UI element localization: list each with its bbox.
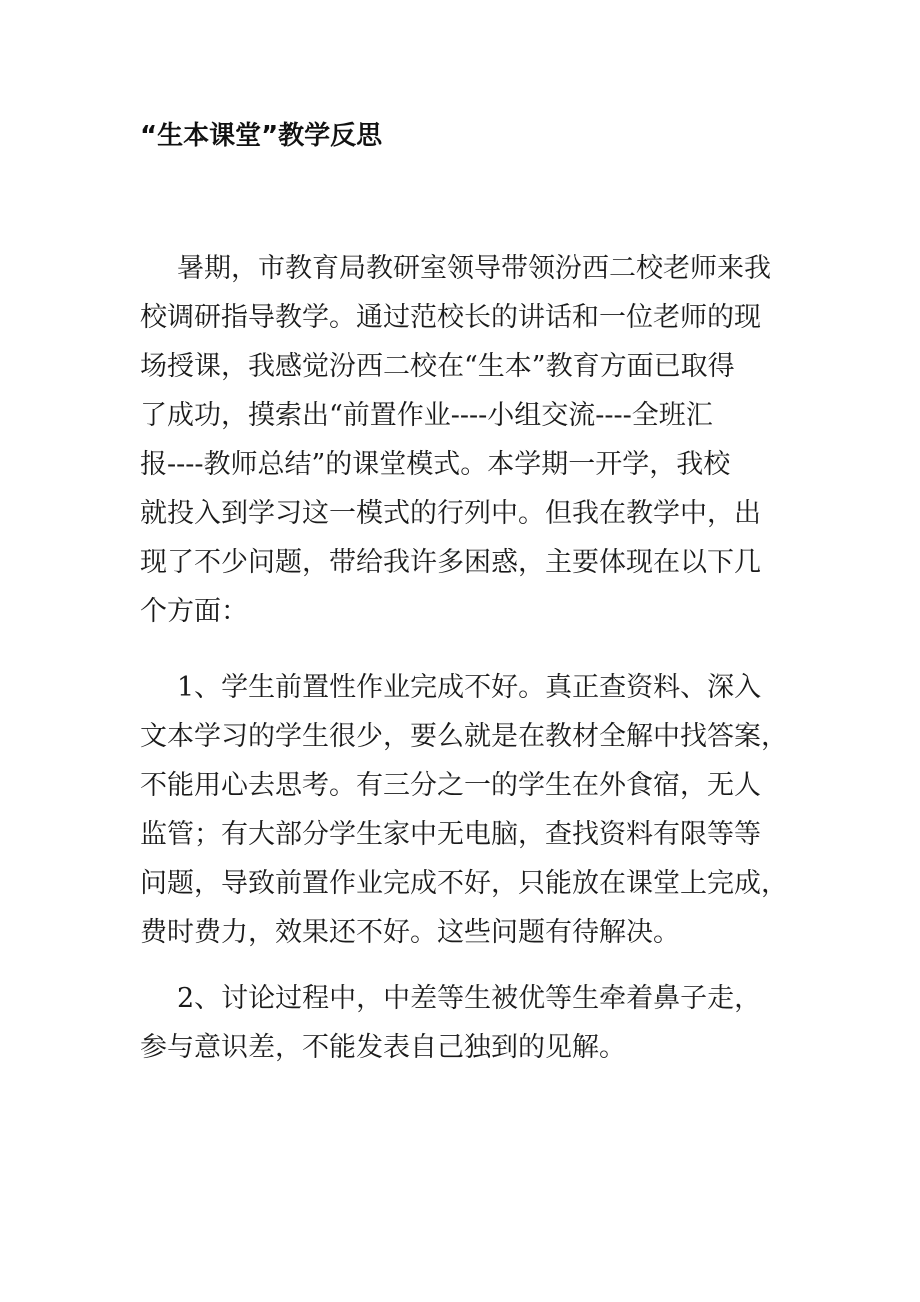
- paragraph-line: 参与意识差，不能发表自己独到的见解。: [140, 1032, 626, 1063]
- paragraph-line: 现了不少问题，带给我许多困惑，主要体现在以下几: [140, 547, 761, 578]
- paragraph-line: 2、讨论过程中，中差等生被优等生牵着鼻子走，: [177, 983, 762, 1014]
- paragraph-line: 监管；有大部分学生家中无电脑，查找资料有限等等: [140, 819, 761, 850]
- paragraph-line: 暑期，市教育局教研室领导带领汾西二校老师来我: [177, 253, 771, 284]
- paragraph-line: 场授课，我感觉汾西二校在“生本”教育方面已取得: [140, 351, 735, 382]
- paragraph-line: 个方面：: [140, 596, 248, 627]
- paragraph-line: 校调研指导教学。通过范校长的讲话和一位老师的现: [140, 302, 761, 333]
- paragraph-point-2: [140, 974, 780, 1072]
- paragraph-line: 文本学习的学生很少，要么就是在教材全解中找答案，: [140, 721, 788, 752]
- document-title: “生本课堂”教学反思: [140, 121, 383, 151]
- paragraph-line: 费时费力，效果还不好。这些问题有待解决。: [140, 917, 680, 948]
- paragraph-line: 报----教师总结”的课堂模式。本学期一开学，我校: [140, 449, 731, 480]
- paragraph-line: 问题，导致前置作业完成不好，只能放在课堂上完成，: [140, 868, 788, 899]
- paragraph-point-1: [140, 663, 788, 957]
- paragraph-line: 就投入到学习这一模式的行列中。但我在教学中，出: [140, 498, 761, 529]
- paragraph-line: 1、学生前置性作业完成不好。真正查资料、深入: [177, 672, 762, 703]
- paragraph-line: 了成功，摸索出“前置作业----小组交流----全班汇: [140, 400, 713, 431]
- paragraph-intro: [140, 244, 780, 636]
- paragraph-line: 不能用心去思考。有三分之一的学生在外食宿，无人: [140, 770, 761, 801]
